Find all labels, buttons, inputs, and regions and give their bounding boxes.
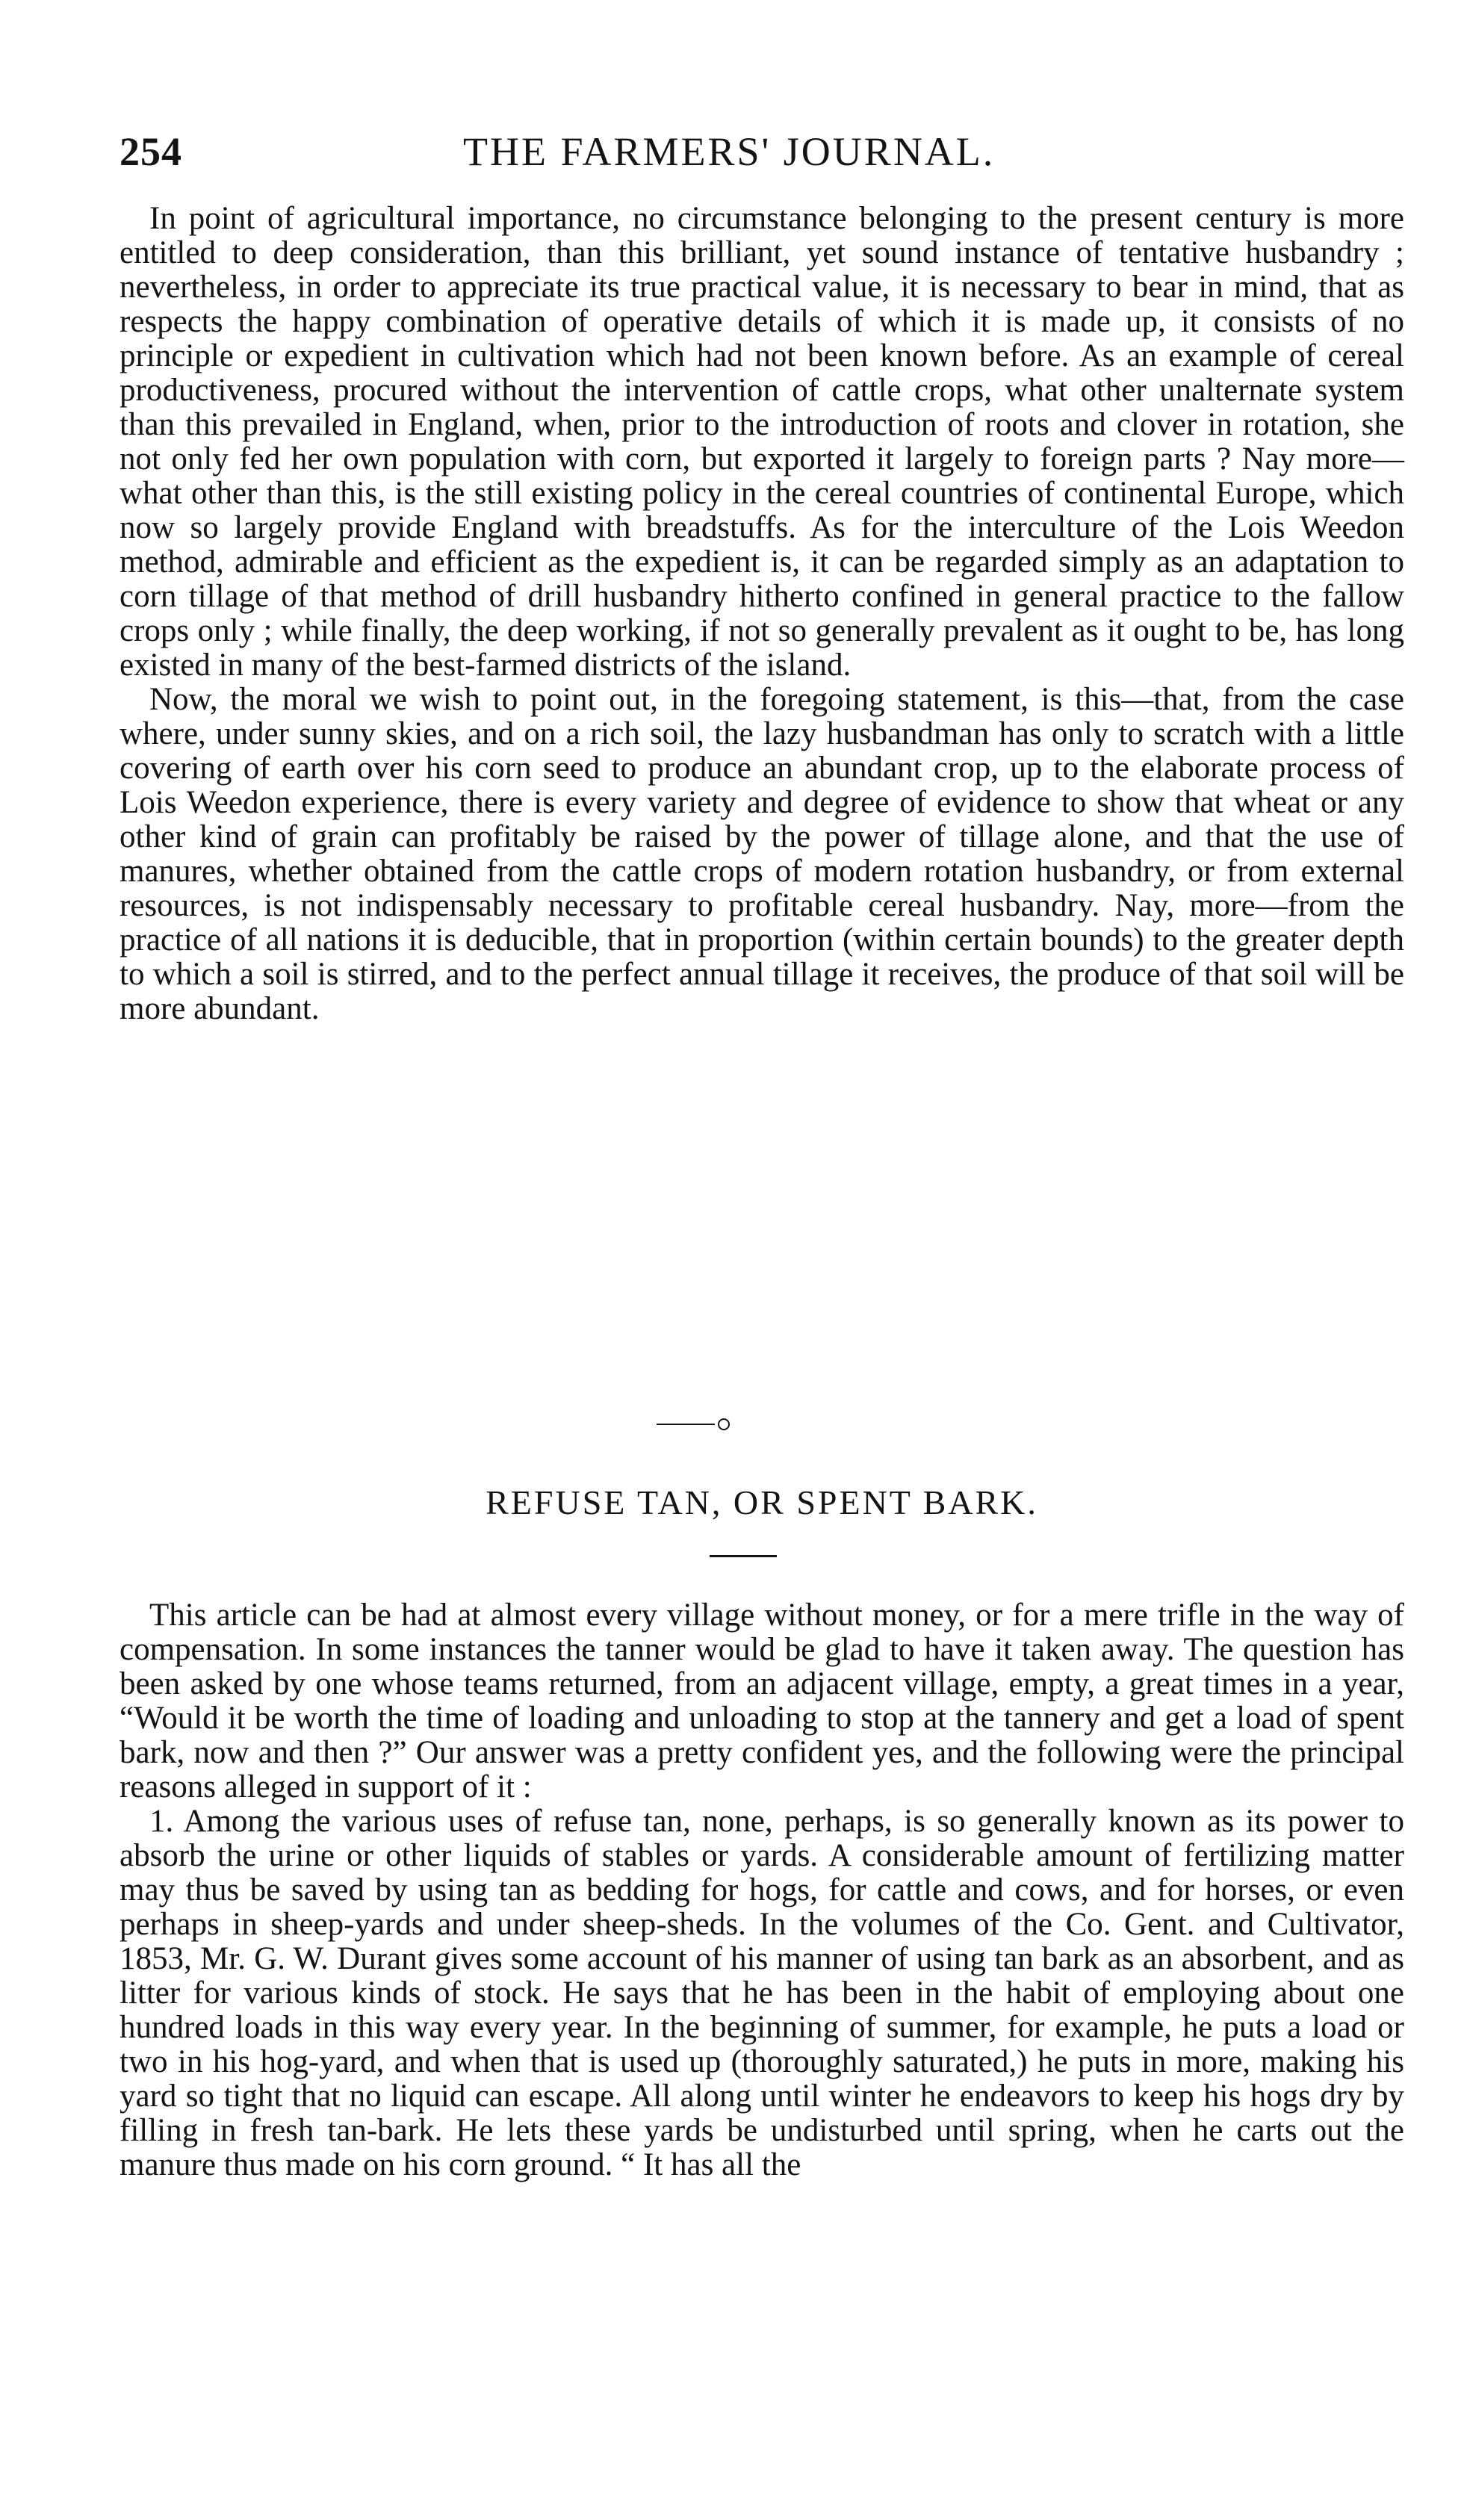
paragraph: In point of agricultural importance, no circumstance belonging to the present century is more entitled to deep consideration, than this brilliant, yet sound instance of tentative husbandry ; nevertheless, in order to appreciate its true practical value, it is necessary to bear in mind, that as respects the happy combination of operative details of which it is made up, it consists of no principle or expedient in cultivation which had not been known before. As an example of cereal productiveness, procured without the intervention of cattle crops, what other unalternate system than this prevailed in England, when, prior to the introduction of roots and clover in rotation, she not only fed her own population with corn, but exported it largely to foreign parts ? Nay more—what other than this, is the still existing policy in the cereal countries of continental Europe, which now so largely provide England with breadstuffs. As for the interculture of the Lois Weedon method, admirable and efficient as the expedient is, it can be regarded simply as an adaptation to corn tillage of that method of drill husbandry hitherto confined in general practice to the fallow crops only ; while finally, the deep working, if not so generally prevalent as it ought to be, has long existed in many of the best-farmed districts of the island.	[120, 201, 1404, 683]
continued-article-text	[120, 202, 1404, 1026]
separator-ring-icon	[718, 1418, 730, 1430]
title-rule	[710, 1555, 777, 1557]
section-separator	[620, 1412, 769, 1434]
page-header	[120, 128, 1404, 181]
paragraph: Now, the moral we wish to point out, in the foregoing statement, is this—that, from the case where, under sunny skies, and on a rich soil, the lazy husbandman has only to scratch with a little covering of earth over his corn seed to produce an abundant crop, up to the elaborate process of Lois Weedon experience, there is every variety and degree of evidence to show that wheat or any other kind of grain can profitably be raised by the power of tillage alone, and that the use of manures, whether obtained from the cattle crops of modern rotation husbandry, or from external resources, is not indispensably necessary to profitable cereal husbandry. Nay, more—from the practice of all nations it is deducible, that in proportion (within certain bounds) to the greater depth to which a soil is stirred, and to the perfect annual tillage it receives, the produce of that soil will be more abundant.	[120, 682, 1404, 1026]
separator-line	[657, 1424, 715, 1425]
section-title: REFUSE TAN, OR SPENT BARK.	[486, 1483, 1038, 1521]
paragraph: This article can be had at almost every village without money, or for a mere trifle in the way of compensation. In some instances the tanner would be glad to have it taken away. The question has been asked by one whose teams returned, from an adjacent village, empty, a great times in a year, “Would it be worth the time of loading and unloading to stop at the tannery and get a load of spent bark, now and then ?” Our answer was a pretty confident yes, and the following were the principal reasons alleged in support of it :	[120, 1598, 1404, 1804]
section-text	[120, 1598, 1404, 2182]
paragraph: 1. Among the various uses of refuse tan, none, perhaps, is so generally known as its power to absorb the urine or other liquids of stables or yards. A considerable amount of fertilizing matter may thus be saved by using tan as bedding for hogs, for cattle and cows, and for horses, or even perhaps in sheep-yards and under sheep-sheds. In the volumes of the Co. Gent. and Cultivator, 1853, Mr. G. W. Durant gives some account of his manner of using tan bark as an absorbent, and as litter for various kinds of stock. He says that he has been in the habit of employing about one hundred loads in this way every year. In the beginning of summer, for example, he puts a load or two in his hog-yard, and when that is used up (thoroughly saturated,) he puts in more, making his yard so tight that no liquid can escape. All along until winter he endeavors to keep his hogs dry by filling in fresh tan-bark. He lets these yards be undisturbed until spring, when he carts out the manure thus made on his corn ground. “ It has all the	[120, 1804, 1404, 2182]
running-title: THE FARMERS' JOURNAL.	[463, 129, 996, 174]
page-number: 254	[120, 129, 182, 174]
